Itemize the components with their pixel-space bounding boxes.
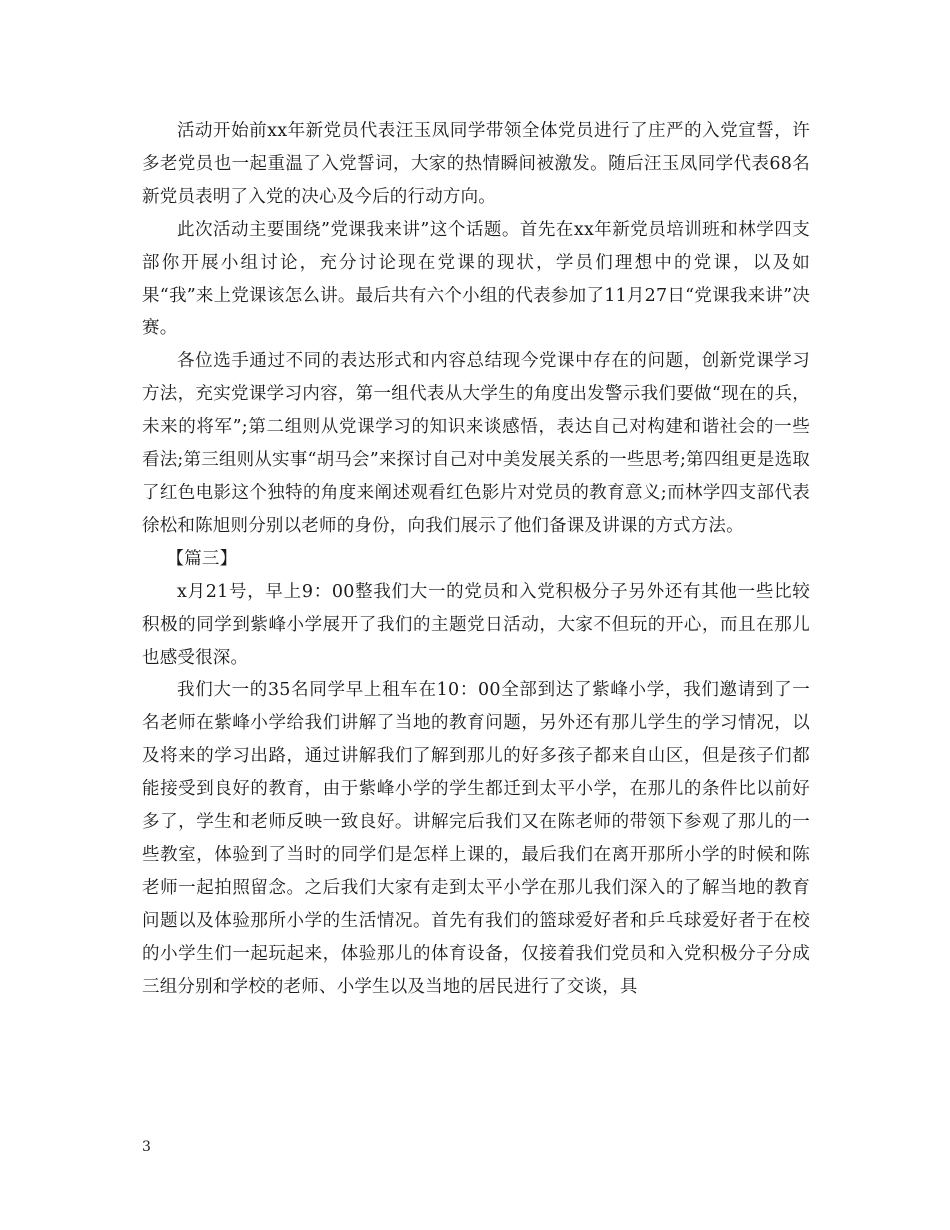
section-heading: 【篇三】: [166, 548, 238, 569]
document-body: [142, 115, 810, 1003]
paragraph-contestants: 各位选手通过不同的表达形式和内容总结现今党课中存在的问题，创新党课学习方法，充实党课学习内容，第一组代表从大学生的角度出发警示我们要做“现在的兵，未来的将军”;第二组则从党课学习的知识来谈感悟，表达自己对构建和谐社会的一些看法;第三组则从实事“胡马会”来探讨自己对中美发展关系的一些思考;第四组更是选取了红色电影这个独特的角度来阐述观看红色影片对党员的教育意义;而林学四支部代表徐松和陈旭则分别以老师的身份，向我们展示了他们备课及讲课的方式方法。: [142, 351, 810, 536]
paragraph-activity-detail: 我们大一的35名同学早上租车在10：00全部到达了紫峰小学，我们邀请到了一名老师在紫峰小学给我们讲解了当地的教育问题，另外还有那儿学生的学习情况，以及将来的学习出路，通过讲解我们了解到那儿的好多孩子都来自山区，但是孩子们都能接受到良好的教育，由于紫峰小学的学生都迁到太平小学，在那儿的条件比以前好多了，学生和老师反映一致良好。讲解完后我们又在陈老师的带领下参观了那儿的一些教室，体验到了当时的同学们是怎样上课的，最后我们在离开那所小学的时候和陈老师一起拍照留念。之后我们大家有走到太平小学在那儿我们深入的了解当地的教育问题以及体验那所小学的生活情况。首先有我们的篮球爱好者和乒乓球爱好者于在校的小学生们一起玩起来，体验那儿的体育设备，仅接着我们党员和入党积极分子分成三组分别和学校的老师、小学生以及当地的居民进行了交谈，具: [142, 680, 810, 997]
paragraph-activity-intro: x月21号，早上9：00整我们大一的党员和入党积极分子另外还有其他一些比较积极的同学到紫峰小学展开了我们的主题党日活动，大家不但玩的开心，而且在那儿也感受很深。: [142, 581, 810, 668]
paragraph-topic: 此次活动主要围绕”党课我来讲”这个话题。首先在xx年新党员培训班和林学四支部你开展小组讨论，充分讨论现在党课的现状，学员们理想中的党课，以及如果“我”来上党课该怎么讲。最后共有六个小组的代表参加了11月27日“党课我来讲”决赛。: [142, 219, 810, 339]
paragraph-oath: 活动开始前xx年新党员代表汪玉凤同学带领全体党员进行了庄严的入党宣誓，许多老党员也一起重温了入党誓词，大家的热情瞬间被激发。随后汪玉凤同学代表68名新党员表明了入党的决心及今后的行动方向。: [142, 121, 810, 207]
page-number: 3: [142, 1139, 151, 1155]
